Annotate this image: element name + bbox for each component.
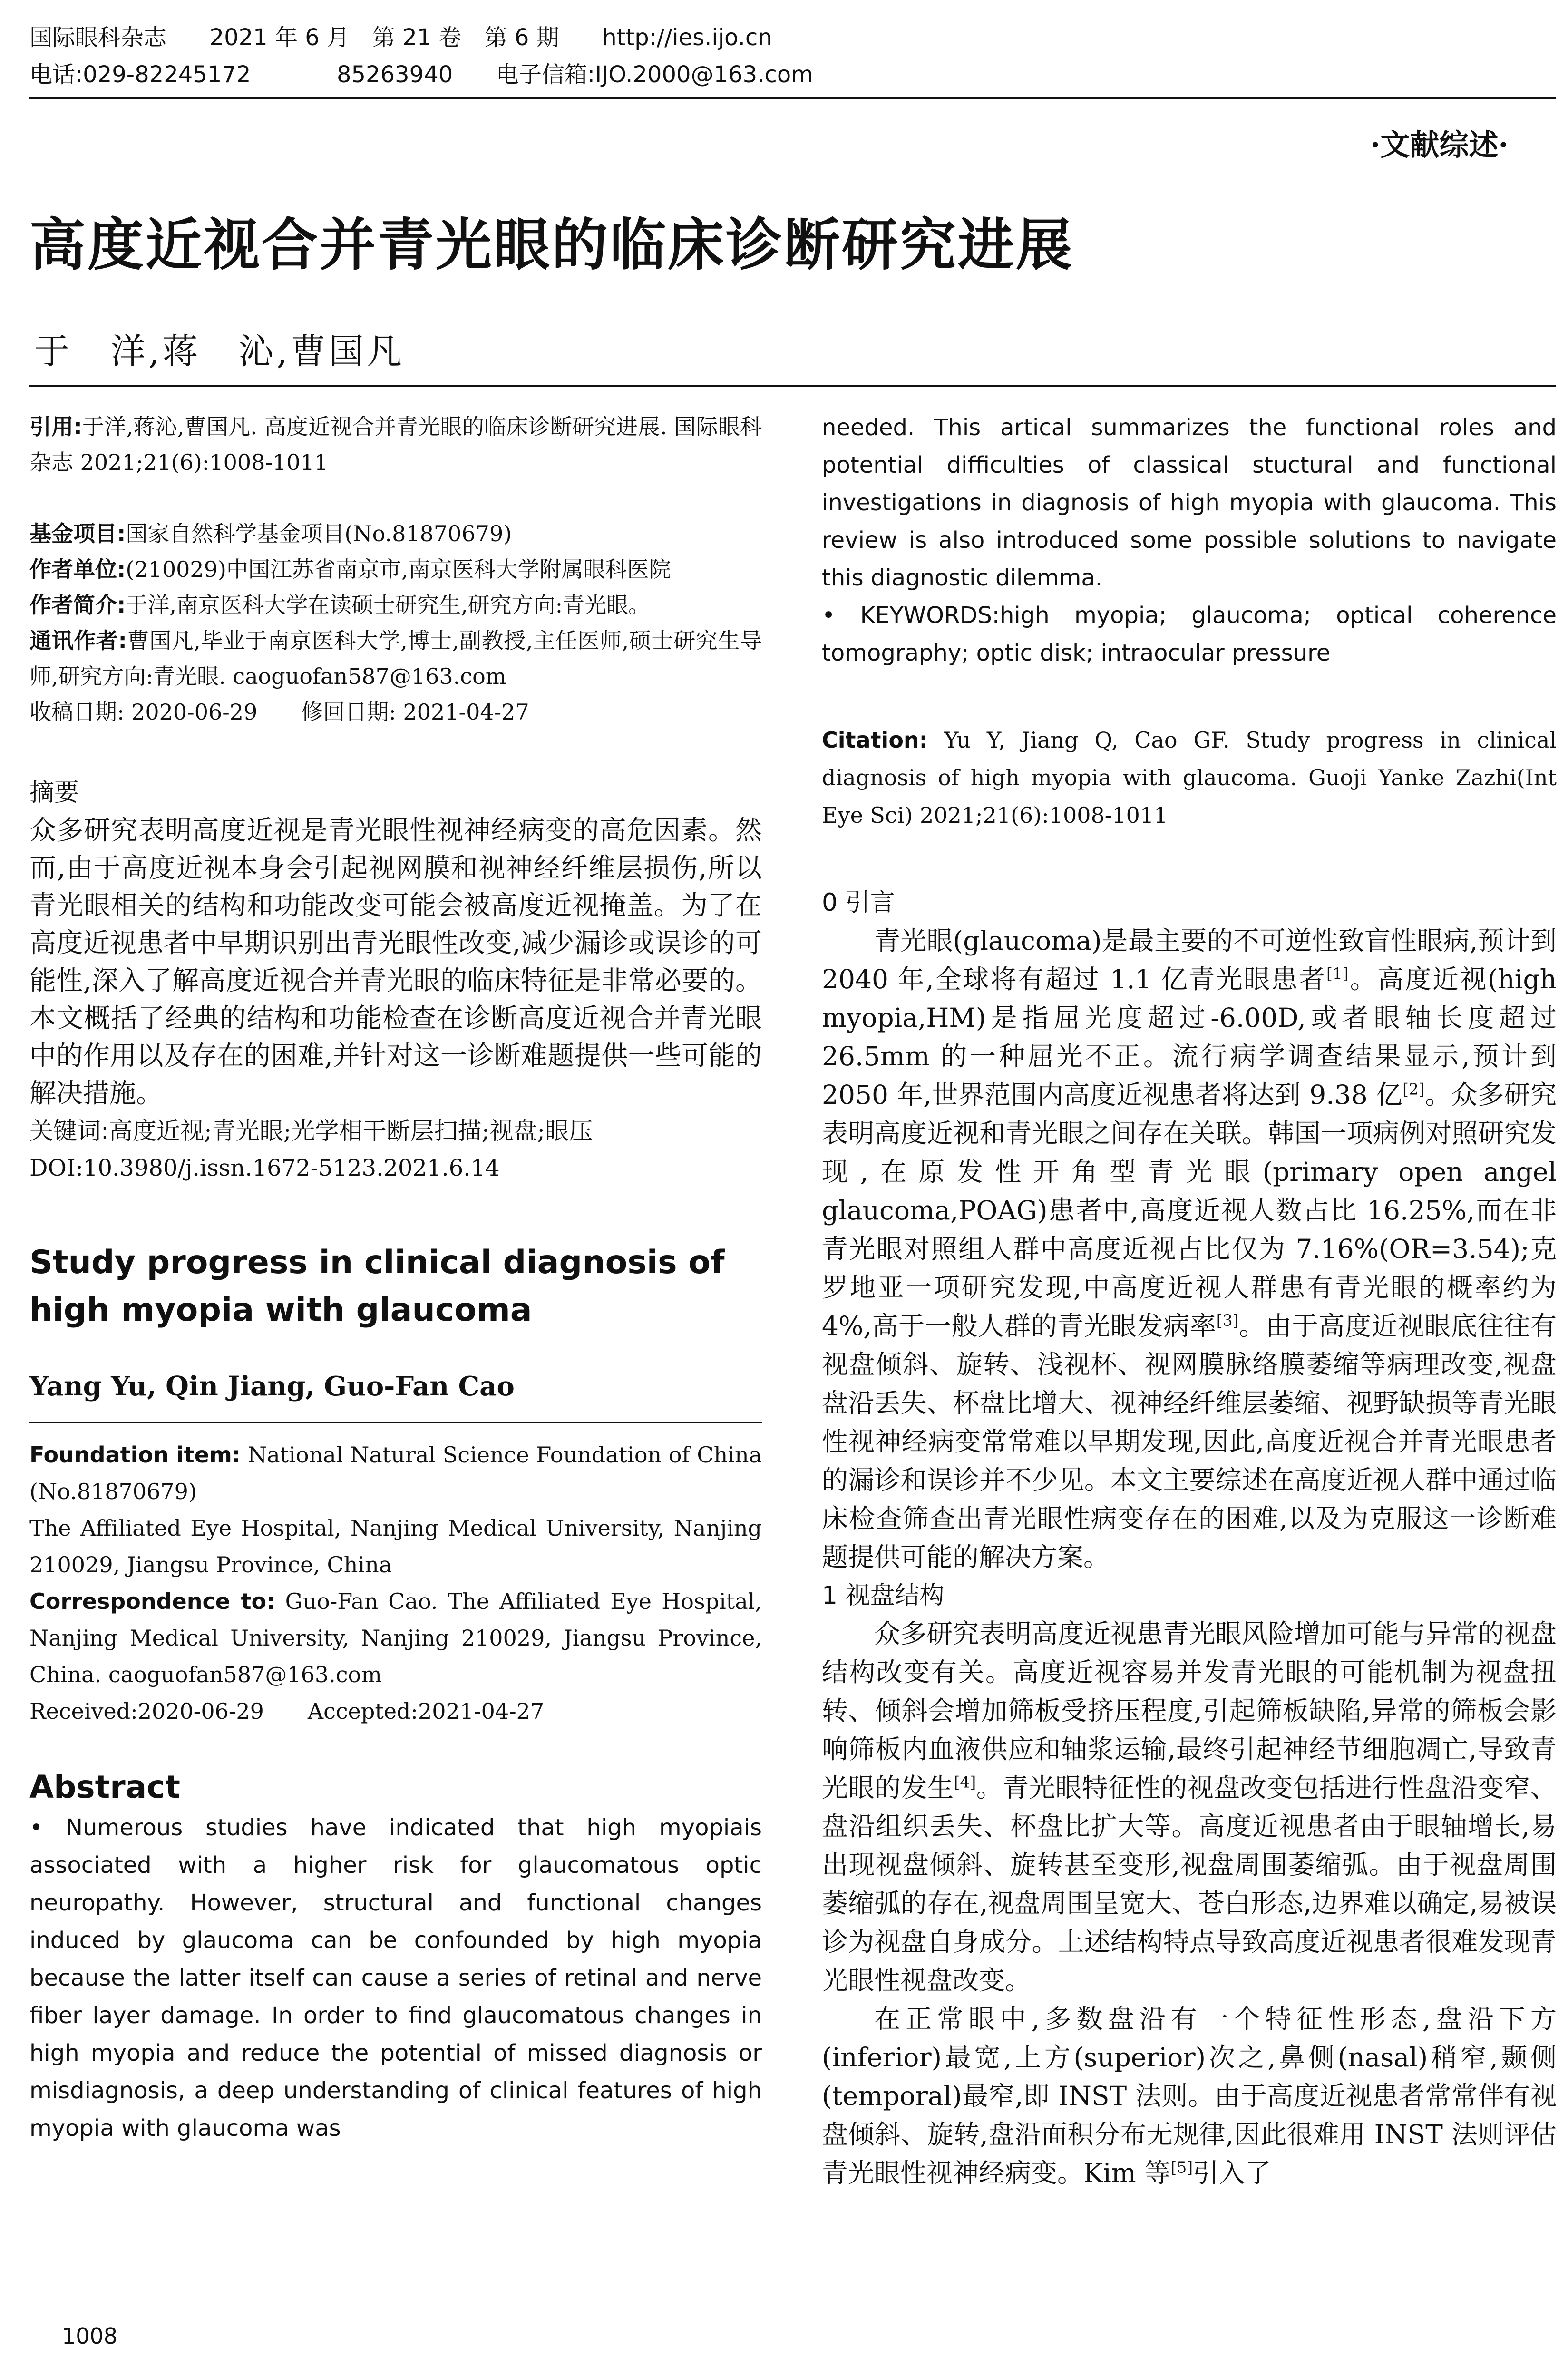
journal-url[interactable]: http://ies.ijo.cn xyxy=(602,24,772,51)
citation-text: 于洋,蒋沁,曹国凡. 高度近视合并青光眼的临床诊断研究进展. 国际眼科杂志 2021;21(6):1008-1011 xyxy=(29,414,762,475)
affiliation-en: The Affiliated Eye Hospital, Nanjing Medical University, Nanjing 210029, Jiangsu Province, China xyxy=(29,1515,762,1578)
keywords-cn-label: 关键词: xyxy=(29,1117,109,1145)
correspondence-en xyxy=(29,1583,762,1693)
correspondence-label: Correspondence to: xyxy=(29,1588,275,1614)
abstract-en-heading: Abstract xyxy=(29,1769,180,1805)
page-number: 1008 xyxy=(62,2323,118,2349)
corr-text: 曹国凡,毕业于南京医科大学,博士,副教授,主任医师,硕士研究生导师,研究方向:青光眼. caoguofan587@163.com xyxy=(29,628,762,689)
dates-cn: 收稿日期: 2020-06-29 修回日期: 2021-04-27 xyxy=(29,699,529,725)
section-1-paragraph-2 xyxy=(822,2000,1557,2192)
doi[interactable]: DOI:10.3980/j.issn.1672-5123.2021.6.14 xyxy=(29,1155,500,1181)
sec0-text-b: 。高度近视(high myopia,HM)是指屈光度超过-6.00D,或者眼轴长度超过 26.5mm 的一种屈光不正。流行病学调查结果显示,预计到 2050 年,世界范围内高度近视患者将达到 9.38 亿 xyxy=(822,964,1557,1110)
phone-label: 电话:029-82245172 xyxy=(29,61,251,88)
running-header xyxy=(29,19,933,93)
reference-3[interactable]: [3] xyxy=(1216,1311,1239,1330)
unit-text: (210029)中国江苏省南京市,南京医科大学附属眼科医院 xyxy=(126,556,671,582)
foundation-label: Foundation item: xyxy=(29,1442,241,1468)
section-label: ·文献综述· xyxy=(1370,127,1509,162)
title-rule xyxy=(29,385,1556,387)
keywords-cn-text: 高度近视;青光眼;光学相干断层扫描;视盘;眼压 xyxy=(108,1117,593,1145)
sec1-p1-text-b: 。青光眼特征性的视盘改变包括进行性盘沿变窄、盘沿组织丢失、杯盘比扩大等。高度近视患者由于眼轴增长,易出现视盘倾斜、旋转甚至变形,视盘周围萎缩弧。由于视盘周围萎缩弧的存在,视盘周围呈宽大、苍白形态,边界难以确定,易被误诊为视盘自身成分。上述结构特点导致高度近视患者很难发现青光眼性视盘改变。 xyxy=(822,1773,1557,1996)
author-unit xyxy=(29,552,762,587)
keywords-en-text: high myopia; glaucoma; optical coherence tomography; optic disk; intraocular pressure xyxy=(822,602,1557,666)
section-1-paragraph-1 xyxy=(822,1615,1557,2000)
section-1-heading: 1 视盘结构 xyxy=(822,1581,945,1610)
reference-2[interactable]: [2] xyxy=(1402,1080,1425,1099)
citation-en xyxy=(822,721,1557,834)
foundation-item xyxy=(29,1437,762,1510)
fund-text: 国家自然科学基金项目(No.81870679) xyxy=(126,521,512,546)
reference-5[interactable]: [5] xyxy=(1170,2158,1193,2177)
foundation-text: National Natural Science Foundation of China (No.81870679) xyxy=(29,1442,762,1504)
abstract-en-continued: needed. This artical summarizes the functional roles and potential difficulties of classical stuctural and functional investigations in diagnosis of high myopia with glaucoma. This review is also introduced some possible solutions to navigate this diagnostic dilemma. xyxy=(822,414,1557,591)
unit-label: 作者单位: xyxy=(29,556,126,582)
keywords-en-label: • KEYWORDS: xyxy=(822,602,1000,629)
phone-2: 85263940 xyxy=(336,61,453,88)
fund-label: 基金项目: xyxy=(29,521,126,546)
citation-cn xyxy=(29,409,762,480)
issue-info: 2021 年 6 月 第 21 卷 第 6 期 xyxy=(209,24,559,51)
authors-cn: 于 洋,蒋 沁,曹国凡 xyxy=(34,331,405,372)
sec0-text-d: 。由于高度近视眼底往往有视盘倾斜、旋转、浅视杯、视网膜脉络膜萎缩等病理改变,视盘盘沿丢失、杯盘比增大、视神经纤维层萎缩、视野缺损等青光眼性视神经病变常常难以早期发现,因此,高度近视合并青光眼患者的漏诊和误诊并不少见。本文主要综述在高度近视人群中通过临床检查筛查出青光眼性病变存在的困难,以及为克服这一诊断难题提供可能的解决方案。 xyxy=(822,1311,1557,1572)
keywords-en xyxy=(822,597,1557,672)
bio-text: 于洋,南京医科大学在读硕士研究生,研究方向:青光眼。 xyxy=(126,592,651,618)
correspondence-text: Guo-Fan Cao. The Affiliated Eye Hospital, Nanjing Medical University, Nanjing 210029, Jiangsu Province, China. caoguofan587@163.com xyxy=(29,1588,762,1687)
corresponding-author xyxy=(29,623,762,694)
header-line-1 xyxy=(29,19,933,56)
bio-label: 作者简介: xyxy=(29,592,126,618)
section-0-heading: 0 引言 xyxy=(822,888,895,917)
received-accepted: Received:2020-06-29 Accepted:2021-04-27 xyxy=(29,1698,545,1724)
sec0-text-a: 青光眼(glaucoma)是最主要的不可逆性致盲性眼病,预计到 2040 年,全球将有超过 1.1 亿青光眼患者 xyxy=(822,925,1557,994)
abstract-cn-heading: 摘要 xyxy=(29,779,79,807)
sec1-p2-text-b: 引入了 xyxy=(1193,2158,1272,2188)
left-column xyxy=(29,409,762,2147)
header-line-2 xyxy=(29,56,933,93)
article-title-cn: 高度近视合并青光眼的临床诊断研究进展 xyxy=(29,212,1074,278)
email[interactable]: 电子信箱:IJO.2000@163.com xyxy=(496,61,813,88)
right-column xyxy=(822,409,1557,2192)
header-rule xyxy=(29,97,1556,99)
citation-label: 引用: xyxy=(29,414,82,439)
keywords-cn xyxy=(29,1112,762,1150)
sec0-text-c: 。众多研究表明高度近视和青光眼之间存在关联。韩国一项病例对照研究发现,在原发性开角型青光眼(primary open angel glaucoma,POAG)患者中,高度近视人数占比 16.25%,而在非青光眼对照组人群中高度近视占比仅为 7.16%(OR=3.54);克罗地亚一项研究发现,中高度近视人群患有青光眼的概率约为 4%,高于一般人群的青光眼发病率 xyxy=(822,1080,1557,1341)
reference-1[interactable]: [1] xyxy=(1326,964,1349,983)
fund-info xyxy=(29,516,762,552)
citation-en-label: Citation: xyxy=(822,727,928,753)
journal-name: 国际眼科杂志 xyxy=(29,24,167,51)
authors-en: Yang Yu, Qin Jiang, Guo-Fan Cao xyxy=(29,1371,515,1402)
abstract-cn-text: 众多研究表明高度近视是青光眼性视神经病变的高危因素。然而,由于高度近视本身会引起视网膜和视神经纤维层损伤,所以青光眼相关的结构和功能改变可能会被高度近视掩盖。为了在高度近视患者中早期识别出青光眼性改变,减少漏诊或误诊的可能性,深入了解高度近视合并青光眼的临床特征是非常必要的。本文概括了经典的结构和功能检查在诊断高度近视合并青光眼中的作用以及存在的困难,并针对这一诊断难题提供一些可能的解决措施。 xyxy=(29,815,762,1109)
abstract-en-text: • Numerous studies have indicated that high myopiais associated with a higher risk for glaucomatous optic neuropathy. However, structural and functional changes induced by glaucoma can be confounded by high myopia because the latter itself can cause a series of retinal and nerve fiber layer damage. In order to find glaucomatous changes in high myopia and reduce the potential of missed diagnosis or misdiagnosis, a deep understanding of clinical features of high myopia with glaucoma was xyxy=(29,1814,762,2142)
sec1-p2-text-a: 在正常眼中,多数盘沿有一个特征性形态,盘沿下方(inferior)最宽,上方(superior)次之,鼻侧(nasal)稍窄,颞侧(temporal)最窄,即 INST 法则。由于高度近视患者常常伴有视盘倾斜、旋转,盘沿面积分布无规律,因此很难用 INST 法则评估青光眼性视神经病变。Kim 等 xyxy=(822,2004,1557,2188)
reference-4[interactable]: [4] xyxy=(954,1773,976,1792)
corr-label: 通讯作者: xyxy=(29,628,127,653)
article-title-en: Study progress in clinical diagnosis of high myopia with glaucoma xyxy=(29,1244,725,1329)
author-bio xyxy=(29,587,762,623)
sec1-p1-text-a: 众多研究表明高度近视患青光眼风险增加可能与异常的视盘结构改变有关。高度近视容易并发青光眼的可能机制为视盘扭转、倾斜会增加筛板受挤压程度,引起筛板缺陷,异常的筛板会影响筛板内血液供应和轴浆运输,最终引起神经节细胞凋亡,导致青光眼的发生 xyxy=(822,1618,1557,1803)
section-0-paragraph xyxy=(822,922,1557,1577)
citation-en-text: Yu Y, Jiang Q, Cao GF. Study progress in clinical diagnosis of high myopia with glaucoma. Guoji Yanke Zazhi(Int Eye Sci) 2021;21(6):1008-1011 xyxy=(822,727,1557,828)
